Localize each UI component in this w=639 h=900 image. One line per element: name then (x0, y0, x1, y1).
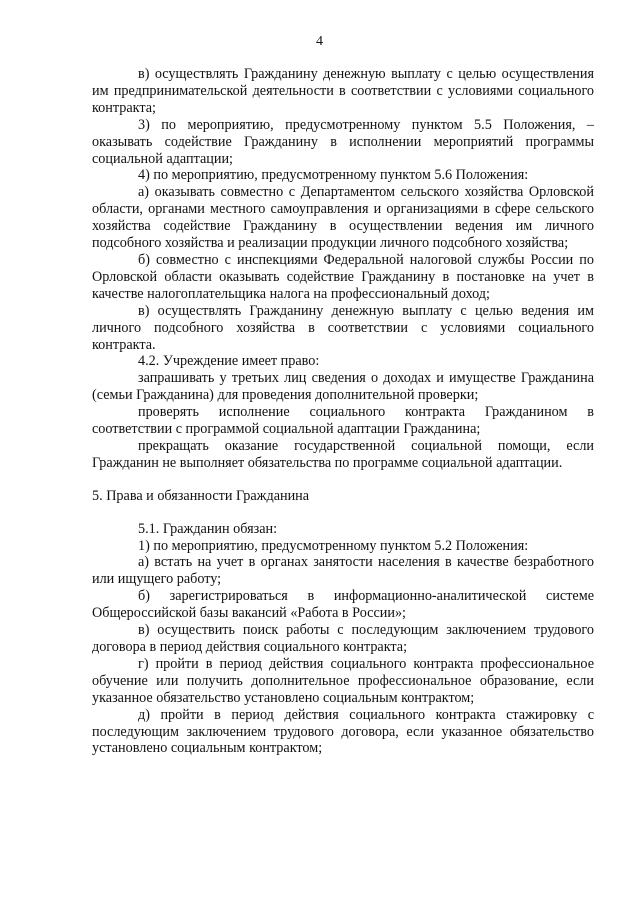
paragraph: 5.1. Гражданин обязан: (138, 520, 278, 537)
paragraph: а) встать на учет в органах занятости населения в качестве безработного или ищущего работу; (92, 554, 594, 588)
paragraph: д) пройти в период действия социального контракта стажировку с последующим заключением трудового договора, если указанное обязательство установлено социальным контрактом; (92, 706, 594, 757)
paragraph: в) осуществлять Гражданину денежную выплату с целью ведения им личного подсобного хозяйства в соответствии с условиями социального контракта. (92, 302, 594, 353)
paragraph: в) осуществить поиск работы с последующим заключением трудового договора в период действия социального контракта; (92, 622, 594, 655)
paragraph: проверять исполнение социального контракта Гражданином в соответствии с программой социальной адаптации Гражданина; (92, 404, 594, 438)
paragraph: в) осуществлять Гражданину денежную выплату с целью осуществления им предпринимательской деятельности в соответствии с условиями социального контракта; (92, 66, 594, 116)
paragraph: 4.2. Учреждение имеет право: (138, 353, 320, 370)
document-body (92, 66, 594, 757)
paragraph: б) зарегистрироваться в информационно-аналитической системе Общероссийской базы вакансий «Работа в России»; (92, 588, 594, 622)
page-number: 4 (316, 34, 323, 49)
paragraph: прекращать оказание государственной социальной помощи, если Гражданин не выполняет обязательства по программе социальной адаптации. (92, 437, 594, 471)
paragraph: б) совместно с инспекциями Федеральной налоговой службы России по Орловской области оказывать содействие Гражданину в постановке на учет в качестве налогоплательщика налога на профессиональный доход; (92, 251, 594, 302)
paragraph: 1) по мероприятию, предусмотренному пунктом 5.2 Положения: (138, 537, 529, 554)
paragraph: 4) по мероприятию, предусмотренному пунктом 5.6 Положения: (138, 167, 529, 184)
paragraph: запрашивать у третьих лиц сведения о доходах и имуществе Гражданина (семьи Гражданина) для проведения дополнительной проверки; (92, 370, 594, 404)
paragraph: а) оказывать совместно с Департаментом сельского хозяйства Орловской области, органами местного самоуправления и организациями в сфере сельского хозяйства содействие Гражданину в осуществлении ведения им личного подсобного хозяйства и реализации продукции личного подсобного хозяйства; (92, 184, 594, 252)
paragraph: г) пройти в период действия социального контракта профессиональное обучение или получить дополнительное профессиональное образование, если указанное обязательство установлено социальным контрактом; (92, 655, 594, 706)
section-heading: 5. Права и обязанности Гражданина (92, 487, 310, 504)
paragraph: 3) по мероприятию, предусмотренному пунктом 5.5 Положения, – оказывать содействие Гражданину в исполнении мероприятий программы социальной адаптации; (92, 116, 594, 167)
